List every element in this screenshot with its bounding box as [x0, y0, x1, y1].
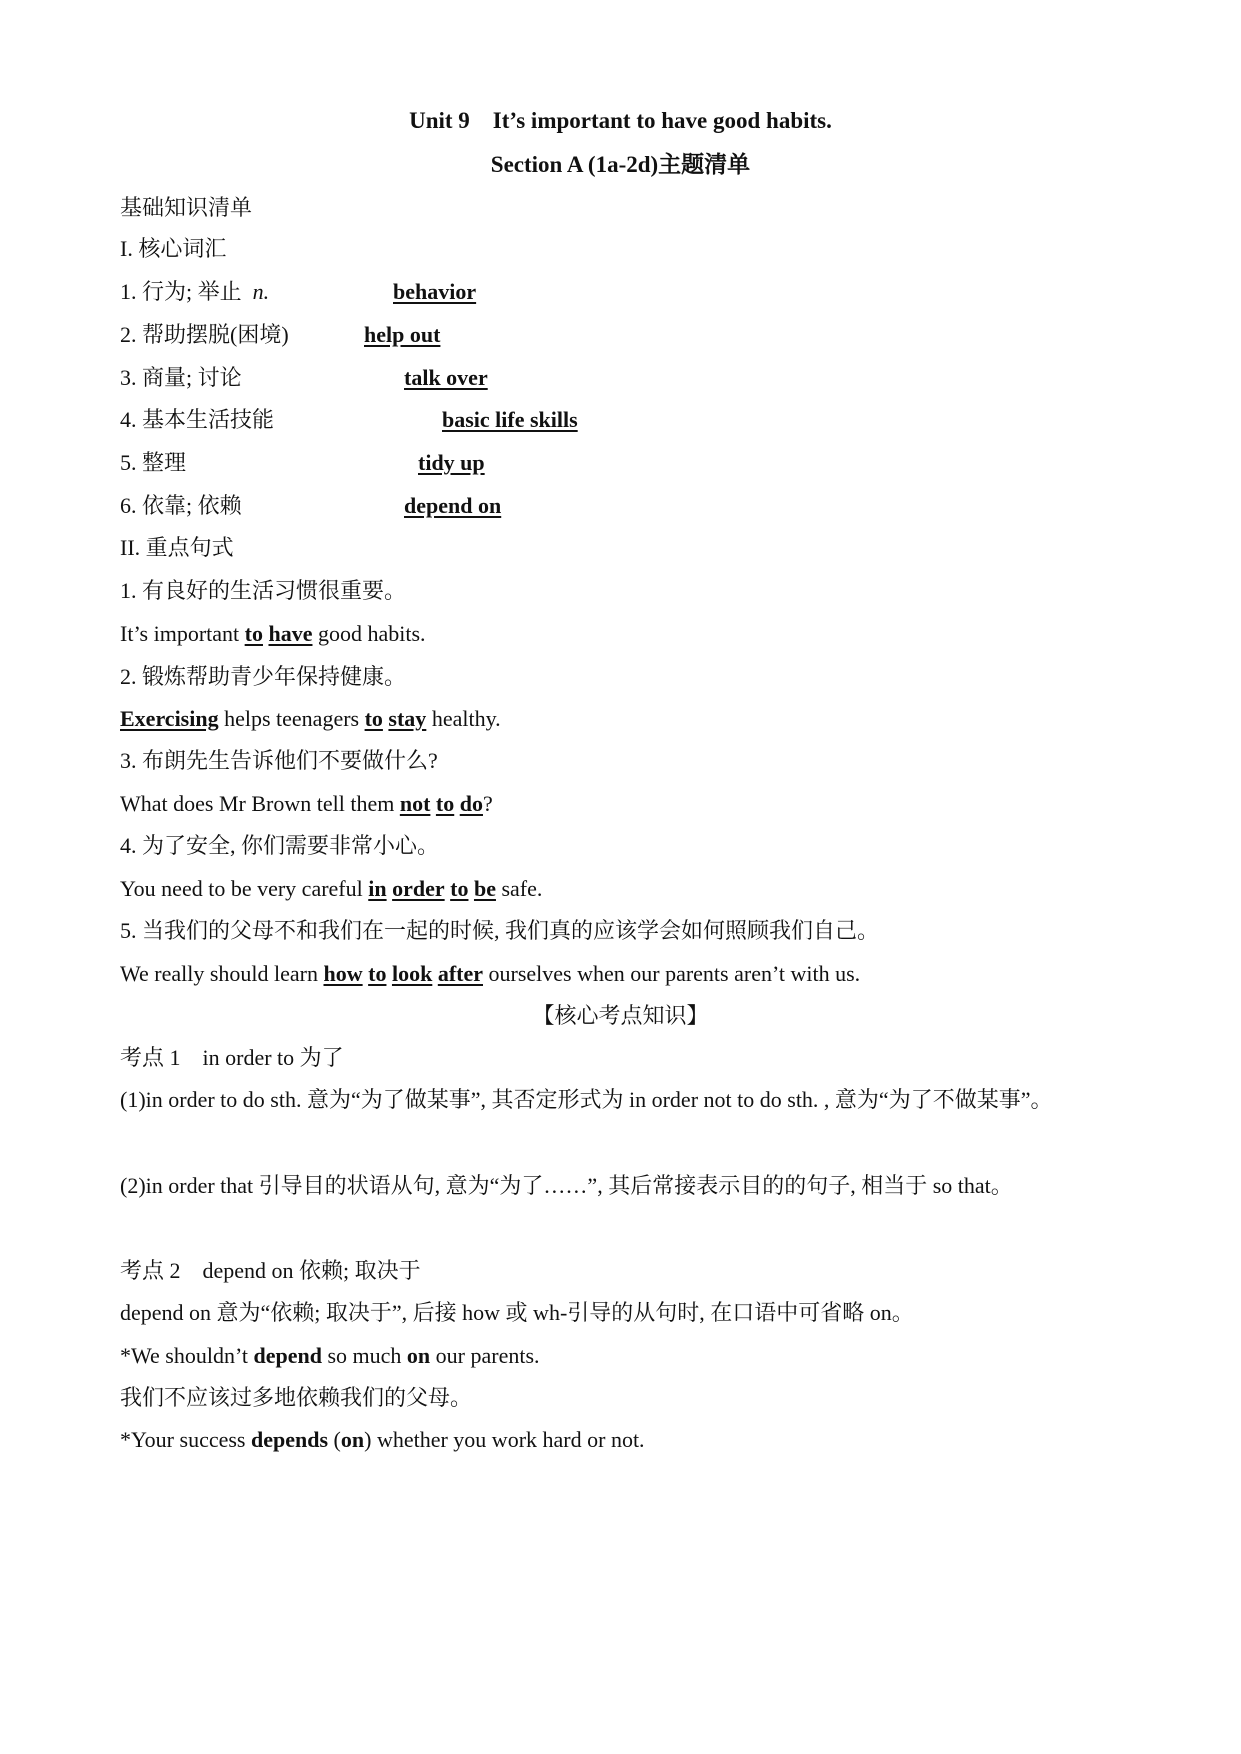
page-subtitle: Section A (1a-2d)主题清单	[490, 152, 751, 177]
sentence-cn: 3. 布朗先生告诉他们不要做什么?	[120, 748, 438, 773]
vocab-answer: help out	[364, 322, 441, 347]
vocab-answer: behavior	[393, 279, 477, 304]
blank-answer: how	[323, 961, 363, 986]
vocab-item: 6. 依靠; 依赖	[120, 493, 242, 518]
vocab-item: 5. 整理	[120, 450, 187, 475]
vocab-answer: tidy up	[418, 450, 485, 475]
vocab-pos: n.	[252, 279, 270, 304]
vocab-answer: talk over	[404, 365, 488, 390]
keypoint-title: 考点 2 depend on 依赖; 取决于	[120, 1258, 421, 1283]
blank-answer: order	[392, 876, 445, 901]
sentence-en: What does Mr Brown tell them not to do?	[120, 791, 493, 816]
keypoint-paragraph: (2)in order that 引导目的状语从句, 意为“为了……”, 其后常接表示目的的句子, 相当于 so that。	[120, 1173, 1013, 1198]
blank-answer: to	[435, 791, 455, 816]
blank-answer: to	[368, 961, 387, 986]
vocab-item	[120, 277, 269, 307]
vocab-item: 2. 帮助摆脱(困境)	[120, 322, 289, 347]
blank-answer: not	[399, 791, 431, 816]
vocab-answer: basic life skills	[442, 407, 578, 432]
sentence-cn: 1. 有良好的生活习惯很重要。	[120, 578, 407, 603]
sentences-heading: II. 重点句式	[120, 535, 234, 560]
keypoint-paragraph: (1)in order to do sth. 意为“为了做某事”, 其否定形式为 in order not to do sth. , 意为“为了不做某事”。	[120, 1087, 1053, 1112]
sentence-en: You need to be very careful in order to be safe.	[120, 876, 543, 901]
vocab-answer: depend on	[404, 493, 502, 518]
blank-answer: be	[473, 876, 496, 901]
core-heading: 【核心考点知识】	[532, 1003, 709, 1028]
example-sentence: *Your success depends (on) whether you work hard or not.	[120, 1427, 645, 1452]
blank-answer: look	[391, 961, 433, 986]
blank-answer: have	[268, 621, 313, 646]
sentence-cn: 5. 当我们的父母不和我们在一起的时候, 我们真的应该学会如何照顾我们自己。	[120, 918, 880, 943]
page-title: Unit 9 It’s important to have good habits.	[409, 108, 832, 133]
example-translation: 我们不应该过多地依赖我们的父母。	[120, 1385, 473, 1410]
basics-heading: 基础知识清单	[120, 195, 253, 220]
sentence-en: It’s important to have good habits.	[120, 621, 426, 646]
sentence-cn: 2. 锻炼帮助青少年保持健康。	[120, 664, 407, 689]
blank-answer: to	[244, 621, 263, 646]
sentence-en: Exercising helps teenagers to stay healthy.	[120, 706, 501, 731]
keypoint-title: 考点 1 in order to 为了	[120, 1045, 344, 1070]
blank-answer: to	[364, 706, 383, 731]
vocab-item: 3. 商量; 讨论	[120, 365, 242, 390]
sentence-en: We really should learn how to look after ourselves when our parents aren’t with us.	[120, 961, 861, 986]
blank-answer: stay	[388, 706, 427, 731]
example-sentence: *We shouldn’t depend so much on our parents.	[120, 1343, 540, 1368]
vocab-heading: I. 核心词汇	[120, 236, 227, 261]
sentence-cn: 4. 为了安全, 你们需要非常小心。	[120, 833, 440, 858]
blank-answer: to	[450, 876, 469, 901]
blank-answer: in	[368, 876, 387, 901]
blank-answer: do	[459, 791, 483, 816]
blank-answer: after	[437, 961, 483, 986]
keypoint-paragraph: depend on 意为“依赖; 取决于”, 后接 how 或 wh-引导的从句时, 在口语中可省略 on。	[120, 1300, 914, 1325]
vocab-item: 4. 基本生活技能	[120, 407, 275, 432]
blank-answer: Exercising	[120, 706, 219, 731]
vocab-cn: 1. 行为; 举止	[120, 279, 242, 304]
